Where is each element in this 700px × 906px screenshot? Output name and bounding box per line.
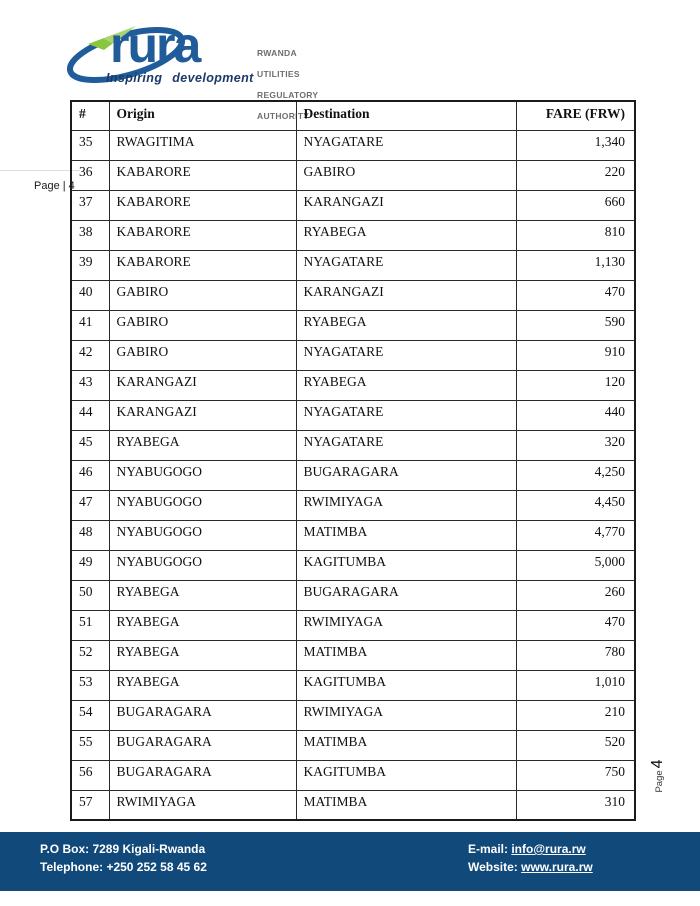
cell-origin: RYABEGA (109, 610, 296, 640)
header-number: # (71, 101, 109, 130)
cell-number: 45 (71, 430, 109, 460)
footer-telephone: Telephone: +250 252 58 45 62 (40, 859, 207, 874)
table-row (71, 760, 635, 790)
footer-contact-right (468, 841, 593, 876)
table-row (71, 250, 635, 280)
cell-origin: RYABEGA (109, 580, 296, 610)
cell-destination: NYAGATARE (296, 430, 516, 460)
table-row (71, 790, 635, 820)
cell-fare: 470 (516, 610, 635, 640)
cell-number: 47 (71, 490, 109, 520)
cell-fare: 1,340 (516, 130, 635, 160)
table-row (71, 220, 635, 250)
cell-fare: 440 (516, 400, 635, 430)
cell-origin: NYABUGOGO (109, 490, 296, 520)
org-line: UTILITIES (257, 68, 300, 79)
footer-email-line (468, 841, 593, 859)
cell-origin: NYABUGOGO (109, 520, 296, 550)
cell-origin: RWIMIYAGA (109, 790, 296, 820)
side-page-number (649, 741, 671, 811)
cell-fare: 810 (516, 220, 635, 250)
margin-divider (0, 170, 80, 171)
cell-number: 39 (71, 250, 109, 280)
fare-table-body (71, 130, 635, 820)
cell-fare: 910 (516, 340, 635, 370)
table-row (71, 160, 635, 190)
cell-destination: RYABEGA (296, 310, 516, 340)
cell-destination: BUGARAGARA (296, 460, 516, 490)
cell-origin: NYABUGOGO (109, 550, 296, 580)
cell-destination: KAGITUMBA (296, 670, 516, 700)
cell-origin: KARANGAZI (109, 370, 296, 400)
cell-destination: BUGARAGARA (296, 580, 516, 610)
cell-number: 50 (71, 580, 109, 610)
cell-origin: BUGARAGARA (109, 700, 296, 730)
cell-number: 40 (71, 280, 109, 310)
cell-number: 55 (71, 730, 109, 760)
table-row (71, 400, 635, 430)
cell-origin: KABARORE (109, 250, 296, 280)
org-line: REGULATORY (257, 89, 319, 100)
table-row (71, 130, 635, 160)
cell-destination: NYAGATARE (296, 250, 516, 280)
cell-fare: 210 (516, 700, 635, 730)
cell-fare: 5,000 (516, 550, 635, 580)
org-line: RWANDA (257, 47, 297, 58)
cell-destination: NYAGATARE (296, 130, 516, 160)
cell-fare: 660 (516, 190, 635, 220)
cell-fare: 4,770 (516, 520, 635, 550)
cell-number: 35 (71, 130, 109, 160)
cell-destination: KARANGAZI (296, 280, 516, 310)
cell-number: 41 (71, 310, 109, 340)
cell-origin: RWAGITIMA (109, 130, 296, 160)
cell-number: 37 (71, 190, 109, 220)
cell-origin: KARANGAZI (109, 400, 296, 430)
footer-email-label: E-mail: (468, 842, 512, 856)
cell-number: 38 (71, 220, 109, 250)
cell-destination: NYAGATARE (296, 340, 516, 370)
side-page-word: Page (654, 770, 665, 793)
cell-fare: 1,130 (516, 250, 635, 280)
cell-number: 51 (71, 610, 109, 640)
cell-destination: KARANGAZI (296, 190, 516, 220)
cell-origin: BUGARAGARA (109, 730, 296, 760)
cell-fare: 1,010 (516, 670, 635, 700)
cell-number: 49 (71, 550, 109, 580)
cell-destination: KAGITUMBA (296, 760, 516, 790)
cell-number: 57 (71, 790, 109, 820)
footer-email-link[interactable]: info@rura.rw (511, 842, 586, 856)
footer-website-label: Website: (468, 859, 522, 874)
cell-destination: GABIRO (296, 160, 516, 190)
cell-number: 42 (71, 340, 109, 370)
table-row (71, 670, 635, 700)
cell-destination: MATIMBA (296, 790, 516, 820)
cell-destination: RYABEGA (296, 370, 516, 400)
fare-table (70, 100, 636, 821)
cell-destination: MATIMBA (296, 730, 516, 760)
table-row (71, 550, 635, 580)
cell-fare: 520 (516, 730, 635, 760)
table-row (71, 430, 635, 460)
cell-destination: KAGITUMBA (296, 550, 516, 580)
cell-origin: RYABEGA (109, 670, 296, 700)
table-row (71, 610, 635, 640)
cell-origin: GABIRO (109, 280, 296, 310)
cell-number: 54 (71, 700, 109, 730)
cell-number: 52 (71, 640, 109, 670)
cell-destination: MATIMBA (296, 640, 516, 670)
cell-fare: 4,450 (516, 490, 635, 520)
cell-destination: RWIMIYAGA (296, 700, 516, 730)
cell-origin: RYABEGA (109, 430, 296, 460)
cell-number: 43 (71, 370, 109, 400)
table-row (71, 460, 635, 490)
table-row (71, 310, 635, 340)
cell-fare: 780 (516, 640, 635, 670)
cell-origin: KABARORE (109, 220, 296, 250)
side-page-digit: 4 (649, 759, 666, 769)
cell-origin: KABARORE (109, 190, 296, 220)
table-row (71, 730, 635, 760)
rura-logo-text: rura (110, 17, 200, 73)
table-row (71, 280, 635, 310)
cell-destination: MATIMBA (296, 520, 516, 550)
cell-destination: RWIMIYAGA (296, 490, 516, 520)
cell-number: 44 (71, 400, 109, 430)
footer-pobox: P.O Box: 7289 Kigali-Rwanda (40, 842, 206, 856)
cell-origin: RYABEGA (109, 640, 296, 670)
header-origin: Origin (109, 101, 296, 130)
org-line: AUTHORITY (257, 110, 310, 121)
footer-contact-left (40, 841, 207, 876)
cell-fare: 260 (516, 580, 635, 610)
footer-website-line (468, 859, 593, 877)
table-row (71, 580, 635, 610)
cell-fare: 120 (516, 370, 635, 400)
table-row (71, 490, 635, 520)
cell-number: 46 (71, 460, 109, 490)
header-destination: Destination (296, 101, 516, 130)
cell-origin: GABIRO (109, 310, 296, 340)
margin-page-label: Page | 4 (34, 180, 75, 192)
cell-origin: KABARORE (109, 160, 296, 190)
cell-number: 36 (71, 160, 109, 190)
table-header-row (71, 101, 635, 130)
cell-fare: 750 (516, 760, 635, 790)
cell-number: 48 (71, 520, 109, 550)
cell-fare: 4,250 (516, 460, 635, 490)
cell-origin: NYABUGOGO (109, 460, 296, 490)
footer-bar (0, 832, 700, 891)
cell-number: 53 (71, 670, 109, 700)
cell-number: 56 (71, 760, 109, 790)
cell-destination: RYABEGA (296, 220, 516, 250)
cell-fare: 320 (516, 430, 635, 460)
logo-tagline: Inspiring development (106, 71, 254, 85)
cell-origin: BUGARAGARA (109, 760, 296, 790)
table-row (71, 520, 635, 550)
table-row (71, 340, 635, 370)
cell-origin: GABIRO (109, 340, 296, 370)
cell-fare: 310 (516, 790, 635, 820)
table-row (71, 370, 635, 400)
cell-fare: 590 (516, 310, 635, 340)
header-fare: FARE (FRW) (516, 101, 635, 130)
cell-fare: 470 (516, 280, 635, 310)
cell-destination: RWIMIYAGA (296, 610, 516, 640)
table-row (71, 700, 635, 730)
footer-website-link[interactable]: www.rura.rw (521, 859, 593, 874)
cell-fare: 220 (516, 160, 635, 190)
table-row (71, 640, 635, 670)
cell-destination: NYAGATARE (296, 400, 516, 430)
table-row (71, 190, 635, 220)
